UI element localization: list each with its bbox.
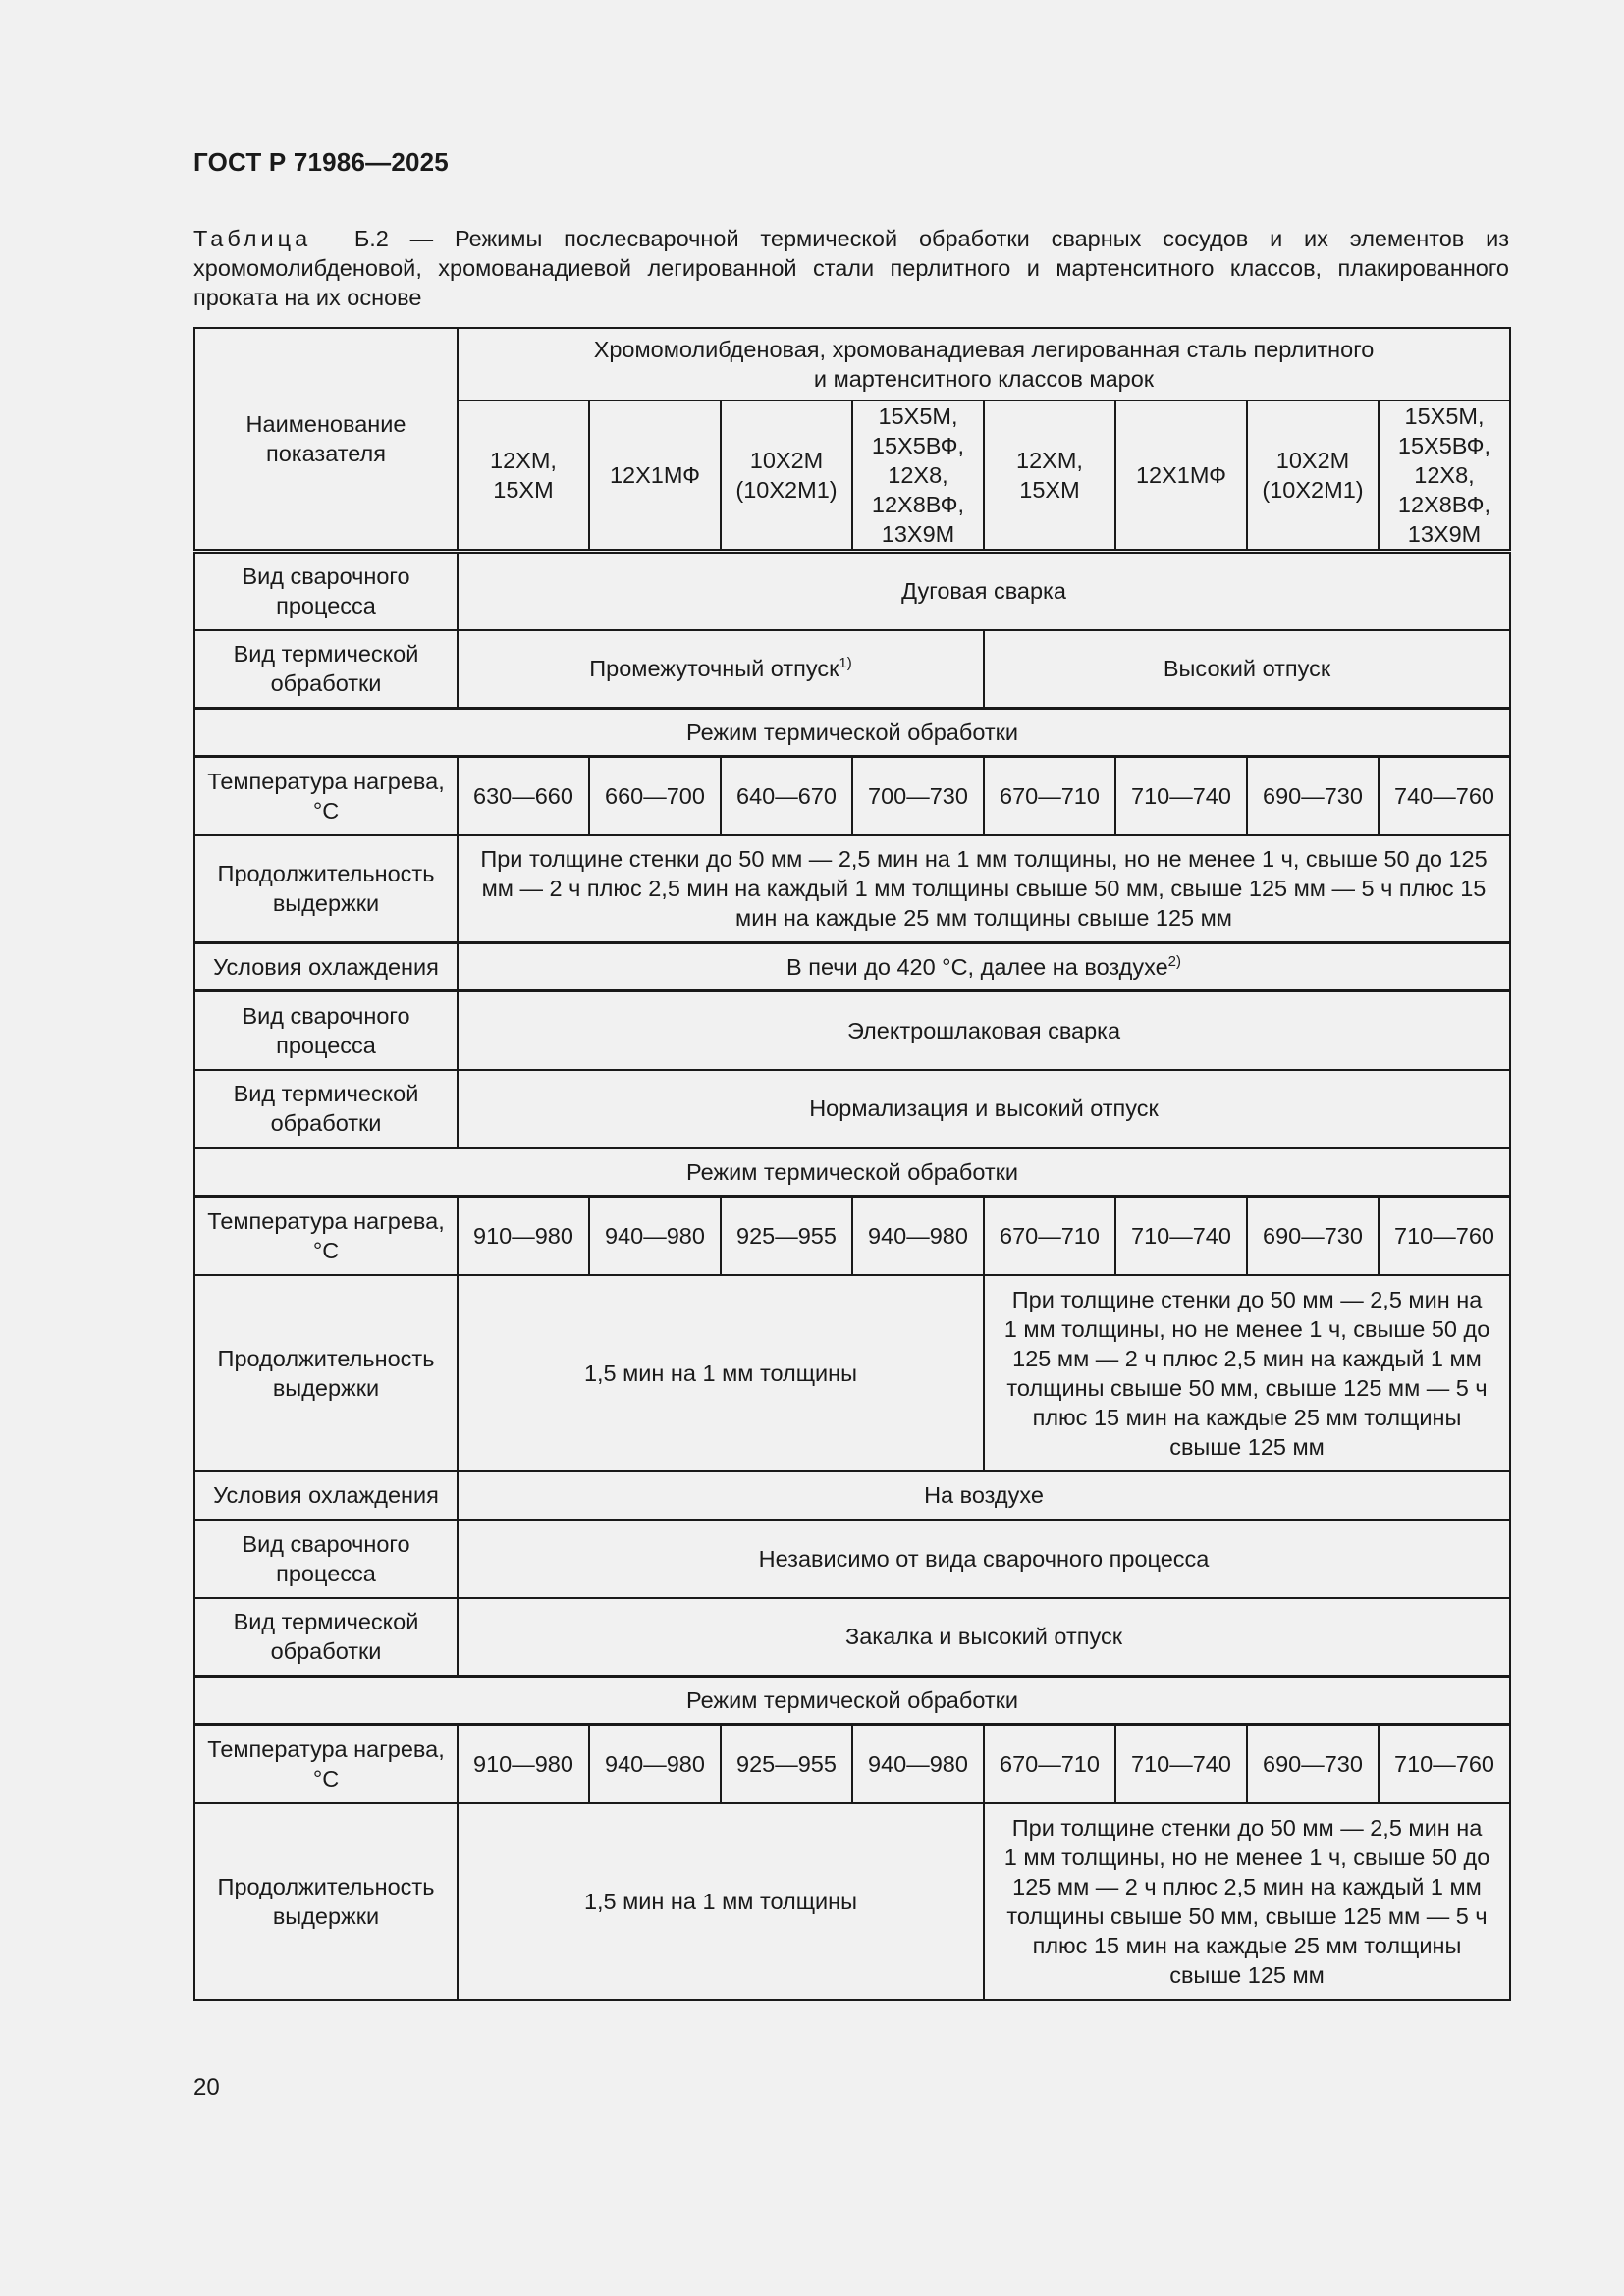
cooling-value (458, 943, 1510, 991)
page-number: 20 (193, 2074, 220, 2101)
temperature-cell: 670—710 (984, 1197, 1115, 1275)
duration-value-left: 1,5 мин на 1 мм толщины (458, 1803, 984, 2000)
temperature-cell: 710—740 (1115, 1725, 1247, 1803)
heat-treatment-value-right: Высокий отпуск (984, 630, 1510, 709)
duration-value-right: При толщине стенки до 50 мм — 2,5 мин на 1 мм толщины, но не менее 1 ч, свыше 50 до 125 мм — 2 ч плюс 2,5 мин на каждый 1 мм толщины свыше 50 мм, свыше 125 мм — 5 ч плюс 15 мин на каждые 25 мм толщины свыше 125 мм (984, 1275, 1510, 1471)
row-label-temperature: Температура нагрева, °С (194, 1725, 458, 1803)
temperature-cell: 690—730 (1247, 1197, 1379, 1275)
mode-subheader: Режим термической обработки (194, 709, 1510, 757)
duration-value: При толщине стенки до 50 мм — 2,5 мин на 1 мм толщины, но не менее 1 ч, свыше 50 до 125 мм — 2 ч плюс 2,5 мин на каждый 1 мм толщины свыше 50 мм, свыше 125 мм — 5 ч плюс 15 мин на каждые 25 мм толщины свыше 125 мм (458, 835, 1510, 943)
caption-label: Таблица (193, 226, 312, 251)
temperature-cell: 710—740 (1115, 1197, 1247, 1275)
grade-header: 15Х5М, 15Х5ВФ, 12Х8, 12Х8ВФ, 13Х9М (852, 400, 984, 552)
temperature-cell: 630—660 (458, 757, 589, 835)
row-label-duration: Продолжительность выдержки (194, 1803, 458, 2000)
temperature-cell: 670—710 (984, 757, 1115, 835)
mode-subheader: Режим термической обработки (194, 1677, 1510, 1725)
grade-header: 12ХМ, 15ХМ (458, 400, 589, 552)
grade-header: 12ХМ, 15ХМ (984, 400, 1115, 552)
mode-subheader: Режим термической обработки (194, 1148, 1510, 1197)
temperature-cell: 660—700 (589, 757, 721, 835)
footnote-ref: 2) (1167, 953, 1181, 971)
caption-text: — Режимы послесварочной термической обработки сварных сосудов и их элементов из хромомолибденовой, хромованадиевой легированной стали перлитного и мартенситного классов, плакированного проката на их основе (193, 226, 1509, 310)
row-label-weld-process: Вид сварочного процесса (194, 991, 458, 1070)
footnote-ref: 1) (839, 655, 852, 672)
steel-group-header (458, 328, 1510, 400)
grade-header: 15Х5М, 15Х5ВФ, 12Х8, 12Х8ВФ, 13Х9М (1379, 400, 1510, 552)
temperature-cell: 910—980 (458, 1725, 589, 1803)
row-label-duration: Продолжительность выдержки (194, 1275, 458, 1471)
row-label-temperature: Температура нагрева, °С (194, 757, 458, 835)
cooling-value: На воздухе (458, 1471, 1510, 1520)
temperature-cell: 940—980 (852, 1725, 984, 1803)
temperature-cell: 690—730 (1247, 757, 1379, 835)
temperature-cell: 640—670 (721, 757, 852, 835)
row-label-cooling: Условия охлаждения (194, 1471, 458, 1520)
row-label-heat-treatment: Вид термической обработки (194, 1070, 458, 1148)
temperature-cell: 925—955 (721, 1725, 852, 1803)
temperature-cell: 740—760 (1379, 757, 1510, 835)
temperature-cell: 710—740 (1115, 757, 1247, 835)
temperature-cell: 670—710 (984, 1725, 1115, 1803)
cooling-text: В печи до 420 °С, далее на воздухе (786, 954, 1168, 980)
temperature-cell: 925—955 (721, 1197, 852, 1275)
heat-treatment-value-left (458, 630, 984, 709)
steel-group-header-line1: Хромомолибденовая, хромованадиевая легированная сталь перлитного (593, 337, 1375, 362)
row-label-weld-process: Вид сварочного процесса (194, 1520, 458, 1598)
heat-treatment-value: Закалка и высокий отпуск (458, 1598, 1510, 1677)
weld-process-value: Независимо от вида сварочного процесса (458, 1520, 1510, 1598)
steel-group-header-line2: и мартенситного классов марок (813, 366, 1155, 392)
grade-header: 12Х1МФ (1115, 400, 1247, 552)
row-label-cooling: Условия охлаждения (194, 943, 458, 991)
grade-header: 10Х2М (10Х2М1) (1247, 400, 1379, 552)
heat-treatment-table (193, 327, 1511, 2001)
row-label-weld-process: Вид сварочного процесса (194, 552, 458, 630)
grade-header: 12Х1МФ (589, 400, 721, 552)
row-label-temperature: Температура нагрева, °С (194, 1197, 458, 1275)
temperature-cell: 940—980 (589, 1725, 721, 1803)
temperature-cell: 910—980 (458, 1197, 589, 1275)
document-header: ГОСТ Р 71986—2025 (193, 147, 449, 177)
weld-process-value: Дуговая сварка (458, 552, 1510, 630)
duration-value-right: При толщине стенки до 50 мм — 2,5 мин на 1 мм толщины, но не менее 1 ч, свыше 50 до 125 мм — 2 ч плюс 2,5 мин на каждый 1 мм толщины свыше 50 мм, свыше 125 мм — 5 ч плюс 15 мин на каждые 25 мм толщины свыше 125 мм (984, 1803, 1510, 2000)
temperature-cell: 690—730 (1247, 1725, 1379, 1803)
temperature-cell: 940—980 (852, 1197, 984, 1275)
weld-process-value: Электрошлаковая сварка (458, 991, 1510, 1070)
table-caption (193, 224, 1509, 312)
row-label-duration: Продолжительность выдержки (194, 835, 458, 943)
temperature-cell: 700—730 (852, 757, 984, 835)
param-header-cell: Наименование показателя (194, 328, 458, 552)
row-label-heat-treatment: Вид термической обработки (194, 1598, 458, 1677)
caption-number: Б.2 (353, 226, 389, 251)
row-label-heat-treatment: Вид термической обработки (194, 630, 458, 709)
duration-value-left: 1,5 мин на 1 мм толщины (458, 1275, 984, 1471)
temperature-cell: 710—760 (1379, 1197, 1510, 1275)
grade-header: 10Х2М (10Х2М1) (721, 400, 852, 552)
temperature-cell: 940—980 (589, 1197, 721, 1275)
temperature-cell: 710—760 (1379, 1725, 1510, 1803)
heat-treatment-value: Нормализация и высокий отпуск (458, 1070, 1510, 1148)
heat-treatment-left-text: Промежуточный отпуск (589, 656, 839, 682)
